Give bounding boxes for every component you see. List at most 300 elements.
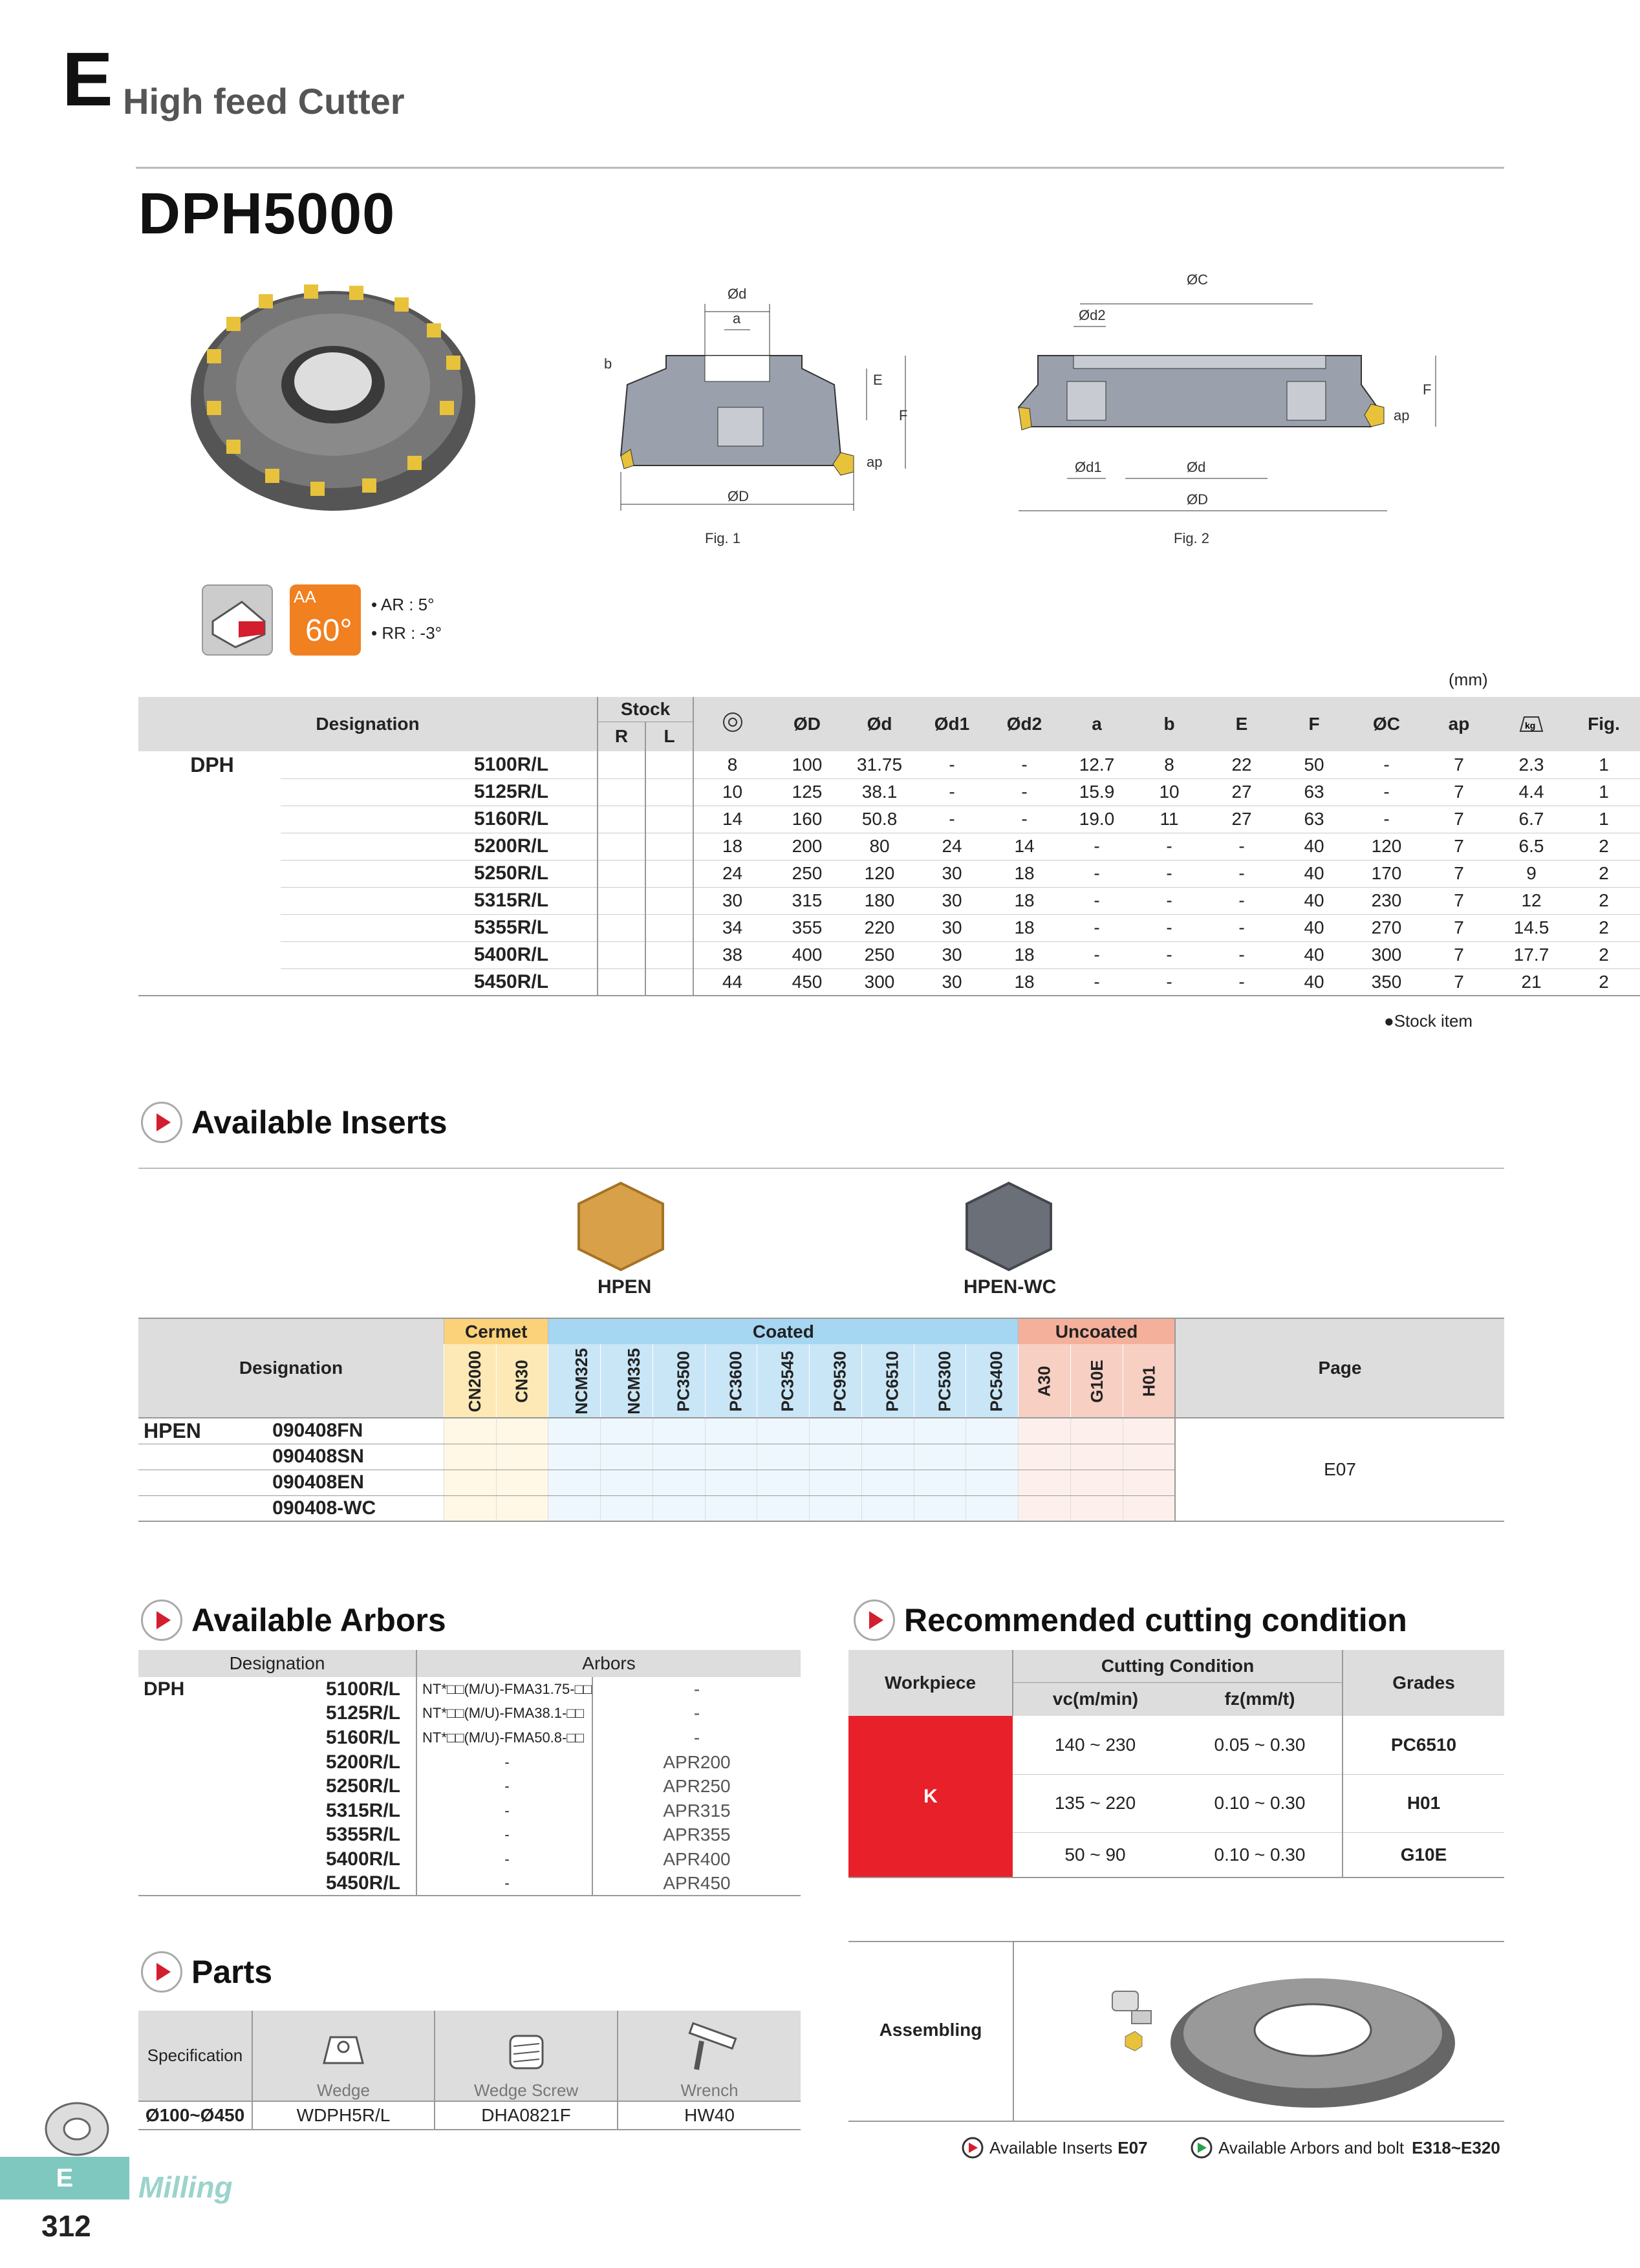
stock-cell	[810, 1495, 862, 1521]
stock-cell	[601, 1495, 653, 1521]
arbors-hdr-arbors: Arbors	[416, 1650, 801, 1677]
value-cell: 40	[1278, 860, 1350, 887]
stock-cell	[548, 1444, 601, 1470]
grade-header	[444, 1344, 496, 1418]
unit-label: (mm)	[1449, 670, 1488, 689]
value-cell: -	[1133, 833, 1205, 860]
value-cell: 7	[1423, 968, 1495, 996]
value-cell: 100	[771, 751, 843, 778]
stock-cell	[548, 1418, 601, 1444]
grade-name: CN30	[512, 1359, 532, 1403]
stock-cell	[810, 1418, 862, 1444]
value-cell: 7	[1423, 833, 1495, 860]
model-title: DPH5000	[138, 182, 396, 246]
value-cell: 30	[916, 914, 988, 941]
arrow-red-icon	[961, 2136, 984, 2159]
material-k: K	[848, 1716, 1013, 1878]
fig2-d2-label: Ød2	[1079, 307, 1106, 323]
value-cell: 30	[916, 860, 988, 887]
wrench-label: Wrench	[680, 2081, 739, 2100]
arbors-hdr-designation: Designation	[229, 1653, 325, 1673]
table-row	[138, 1726, 801, 1750]
grade-row3: G10E	[1343, 1832, 1504, 1878]
header-divider	[136, 167, 1504, 169]
assembling-label: Assembling	[879, 2020, 982, 2040]
stock-cell	[645, 806, 693, 833]
aa-label: AA	[294, 587, 316, 606]
value-cell: -	[1133, 914, 1205, 941]
approach-angle-badge	[290, 584, 361, 656]
value-cell: -	[916, 751, 988, 778]
grade-header	[548, 1344, 601, 1418]
cutting-table	[848, 1650, 1504, 1878]
play-icon	[854, 1599, 895, 1641]
table-row	[138, 860, 1640, 887]
value-cell: 9	[1495, 860, 1568, 887]
rr-text: • RR : -3°	[371, 623, 442, 643]
stock-cell	[645, 751, 693, 778]
fig1-ap-label: ap	[867, 454, 883, 470]
value-cell: 4.4	[1495, 778, 1568, 806]
grade-header	[810, 1344, 862, 1418]
designation-cell: 5125R/L	[281, 778, 598, 806]
value-cell: -	[988, 778, 1061, 806]
value-cell: 1	[1568, 806, 1640, 833]
value-cell: 22	[1205, 751, 1278, 778]
group-cell	[138, 1823, 222, 1848]
value-cell: 18	[988, 941, 1061, 968]
value-cell: -	[1205, 833, 1278, 860]
stock-cell	[601, 1418, 653, 1444]
hpen-wc-insert-image	[957, 1178, 1061, 1275]
table-row	[138, 1418, 1504, 1444]
value-cell: -	[916, 806, 988, 833]
table-row	[138, 887, 1640, 914]
wedge-cell	[252, 2011, 435, 2101]
stock-cell	[861, 1418, 914, 1444]
workpiece-header: Workpiece	[848, 1650, 1013, 1716]
fig1-f-label: F	[899, 407, 908, 423]
value-cell: -	[1061, 968, 1133, 996]
stock-cell	[548, 1495, 601, 1521]
stock-cell	[1123, 1495, 1175, 1521]
stock-cell	[1070, 1444, 1123, 1470]
arbor-nt-cell: -	[416, 1799, 592, 1823]
stock-cell	[914, 1418, 966, 1444]
arbor-apr-cell: APR315	[592, 1799, 801, 1823]
stock-cell	[598, 914, 645, 941]
group-cell	[138, 887, 281, 914]
grade-header	[861, 1344, 914, 1418]
value-cell: -	[1061, 914, 1133, 941]
value-cell: 63	[1278, 778, 1350, 806]
value-cell: 18	[988, 968, 1061, 996]
stock-cell	[444, 1418, 496, 1444]
stock-cell	[861, 1495, 914, 1521]
value-cell: 15.9	[1061, 778, 1133, 806]
table-row	[138, 806, 1640, 833]
cutter-thumbnail-icon	[41, 2093, 113, 2158]
stock-cell	[966, 1444, 1019, 1470]
value-cell: 350	[1350, 968, 1423, 996]
group-cell	[138, 1470, 217, 1495]
play-icon	[141, 1599, 182, 1641]
group-cell	[138, 1702, 222, 1726]
value-cell: 315	[771, 887, 843, 914]
fig1-D-label: ØD	[728, 488, 749, 504]
grade-header	[1123, 1344, 1175, 1418]
stock-cell	[598, 887, 645, 914]
stock-cell	[645, 833, 693, 860]
arbor-apr-cell: APR355	[592, 1823, 801, 1848]
stock-cell	[966, 1418, 1019, 1444]
stock-cell	[914, 1444, 966, 1470]
hdr-teeth-icon	[693, 697, 771, 751]
value-cell: 7	[1423, 887, 1495, 914]
value-cell: 7	[1423, 860, 1495, 887]
arbor-nt-cell: -	[416, 1847, 592, 1872]
grade-name: A30	[1034, 1365, 1054, 1396]
designation-cell: 5160R/L	[281, 806, 598, 833]
hdr-weight-icon	[1495, 697, 1568, 751]
category-label: Milling	[138, 2170, 233, 2204]
designation-cell: 5250R/L	[281, 860, 598, 887]
svg-text:kg: kg	[1525, 720, 1536, 731]
stock-cell	[496, 1444, 548, 1470]
value-cell: -	[1205, 914, 1278, 941]
designation-cell: 5315R/L	[281, 887, 598, 914]
value-cell: 7	[1423, 914, 1495, 941]
inserts-link-label: Available Inserts	[989, 2137, 1113, 2157]
value-cell: 120	[843, 860, 916, 887]
stock-cell	[1123, 1444, 1175, 1470]
value-cell: -	[1205, 941, 1278, 968]
hdr-fig: Fig.	[1568, 697, 1640, 751]
stock-cell	[757, 1495, 810, 1521]
hdr-F: F	[1278, 697, 1350, 751]
hdr-stock: Stock	[598, 697, 693, 722]
stock-cell	[645, 860, 693, 887]
table-row	[138, 1872, 801, 1896]
stock-cell	[914, 1470, 966, 1495]
hdr-R: R	[598, 722, 645, 751]
vc-row2: 135 ~ 220	[1013, 1774, 1178, 1832]
stock-cell	[653, 1495, 705, 1521]
grade-header	[601, 1344, 653, 1418]
fig1-a-label: a	[733, 310, 741, 326]
value-cell: 31.75	[843, 751, 916, 778]
hdr-d1: Ød1	[916, 697, 988, 751]
stock-cell	[598, 833, 645, 860]
designation-cell: 5250R/L	[325, 1775, 400, 1797]
stock-cell	[810, 1470, 862, 1495]
value-cell: 400	[771, 941, 843, 968]
table-row	[138, 833, 1640, 860]
value-cell: 2	[1568, 833, 1640, 860]
table-row	[138, 1847, 801, 1872]
stock-cell	[705, 1418, 757, 1444]
cutting-section-heading: Recommended cutting condition	[854, 1599, 1407, 1641]
value-cell: 7	[1423, 751, 1495, 778]
value-cell: -	[1133, 941, 1205, 968]
stock-cell	[601, 1444, 653, 1470]
group-cell	[138, 1847, 222, 1872]
designation-cell: 5200R/L	[325, 1751, 400, 1773]
value-cell: 1	[1568, 778, 1640, 806]
stock-cell	[598, 941, 645, 968]
value-cell: 63	[1278, 806, 1350, 833]
group-cell	[138, 1444, 217, 1470]
value-cell: 27	[1205, 778, 1278, 806]
grade-row1: PC6510	[1343, 1716, 1504, 1774]
designation-cell: 090408EN	[217, 1470, 444, 1495]
wedge-screw-label: Wedge Screw	[473, 2081, 579, 2100]
designation-cell: 5315R/L	[325, 1799, 400, 1821]
fz-row3: 0.10 ~ 0.30	[1214, 1844, 1306, 1865]
stock-cell	[598, 806, 645, 833]
table-row	[138, 941, 1640, 968]
designation-cell: 5160R/L	[325, 1726, 400, 1748]
grade-header	[1070, 1344, 1123, 1418]
value-cell: 27	[1205, 806, 1278, 833]
vc-header: vc(m/min)	[1052, 1689, 1139, 1709]
stock-cell	[645, 887, 693, 914]
parts-table	[138, 2011, 801, 2130]
designation-cell: 5200R/L	[281, 833, 598, 860]
fig2-d1-label: Ød1	[1075, 459, 1102, 475]
hdr-D: ØD	[771, 697, 843, 751]
value-cell: -	[1350, 751, 1423, 778]
stock-cell	[705, 1495, 757, 1521]
value-cell: -	[1133, 860, 1205, 887]
value-cell: 30	[693, 887, 771, 914]
condition-header: Cutting Condition	[1013, 1650, 1343, 1682]
grade-group-header: Cermet	[444, 1318, 548, 1344]
arbor-nt-cell: NT*□□(M/U)-FMA31.75-□□	[416, 1677, 592, 1702]
designation-cell: 090408SN	[217, 1444, 444, 1470]
group-cell	[138, 778, 281, 806]
ar-text: • AR : 5°	[371, 595, 435, 614]
table-row	[138, 914, 1640, 941]
stock-cell	[1070, 1470, 1123, 1495]
insert-shape-icon	[202, 584, 273, 656]
value-cell: 24	[693, 860, 771, 887]
stock-cell	[861, 1470, 914, 1495]
designation-cell: 5100R/L	[281, 751, 598, 778]
value-cell: -	[1205, 968, 1278, 996]
play-icon	[141, 1951, 182, 1993]
arbors-link-label: Available Arbors and bolt	[1218, 2137, 1405, 2157]
stock-cell	[598, 968, 645, 996]
value-cell: 30	[916, 968, 988, 996]
arbor-apr-cell: APR250	[592, 1774, 801, 1799]
value-cell: 14	[693, 806, 771, 833]
grade-header	[496, 1344, 548, 1418]
inserts-link-ref: E07	[1117, 2137, 1148, 2157]
cutter-image	[181, 272, 485, 517]
value-cell: 270	[1350, 914, 1423, 941]
fig1-caption: Fig. 1	[705, 530, 741, 546]
value-cell: 220	[843, 914, 916, 941]
grades-header: Grades	[1343, 1650, 1504, 1716]
arbor-apr-cell: -	[592, 1726, 801, 1750]
value-cell: 300	[1350, 941, 1423, 968]
stock-cell	[1070, 1418, 1123, 1444]
stock-cell	[1019, 1470, 1071, 1495]
group-cell	[138, 1872, 222, 1896]
value-cell: 30	[916, 941, 988, 968]
wedge-code: WDPH5R/L	[252, 2101, 435, 2130]
stock-cell	[653, 1470, 705, 1495]
hdr-a: a	[1061, 697, 1133, 751]
stock-cell	[861, 1444, 914, 1470]
value-cell: 24	[916, 833, 988, 860]
grade-name: PC5300	[934, 1351, 955, 1411]
value-cell: 19.0	[1061, 806, 1133, 833]
hdr-C: ØC	[1350, 697, 1423, 751]
grade-name: CN2000	[465, 1350, 485, 1412]
value-cell: -	[1061, 941, 1133, 968]
fig1-b-label: b	[604, 356, 612, 372]
fig2-f-label: F	[1423, 381, 1432, 398]
designation-cell: 090408-WC	[217, 1495, 444, 1521]
value-cell: 170	[1350, 860, 1423, 887]
designation-cell: 5355R/L	[325, 1824, 400, 1846]
value-cell: 7	[1423, 941, 1495, 968]
table-row	[138, 1750, 801, 1775]
hpen-caption: HPEN	[598, 1276, 652, 1298]
grade-header	[966, 1344, 1019, 1418]
wedge-icon	[311, 2024, 376, 2076]
hpen-insert-image	[569, 1178, 673, 1275]
stock-cell	[653, 1444, 705, 1470]
value-cell: 40	[1278, 941, 1350, 968]
fz-header: fz(mm/t)	[1224, 1689, 1295, 1709]
grade-name: PC3545	[777, 1351, 797, 1411]
section-tab[interactable]: E	[0, 2157, 129, 2199]
table-row	[138, 1774, 801, 1799]
fz-row2: 0.10 ~ 0.30	[1178, 1774, 1343, 1832]
value-cell: 230	[1350, 887, 1423, 914]
group-cell	[138, 968, 281, 996]
value-cell: 14.5	[1495, 914, 1568, 941]
wrench-icon	[671, 2024, 748, 2076]
value-cell: -	[1061, 833, 1133, 860]
value-cell: 2	[1568, 968, 1640, 996]
parts-section-heading: Parts	[141, 1951, 272, 1993]
figure-1-drawing	[595, 272, 931, 556]
fig2-caption: Fig. 2	[1174, 530, 1210, 546]
value-cell: 17.7	[1495, 941, 1568, 968]
inserts-link[interactable]	[961, 2136, 1148, 2159]
assembling-top-rule	[848, 1941, 1504, 1942]
designation-cell: 5400R/L	[281, 941, 598, 968]
stock-cell	[1123, 1470, 1175, 1495]
value-cell: 200	[771, 833, 843, 860]
stock-cell	[496, 1495, 548, 1521]
grade-name: NCM325	[572, 1347, 592, 1415]
value-cell: 18	[988, 887, 1061, 914]
value-cell: -	[988, 806, 1061, 833]
stock-cell	[645, 968, 693, 996]
table-row	[138, 751, 1640, 778]
value-cell: 7	[1423, 806, 1495, 833]
value-cell: 30	[916, 887, 988, 914]
assembling-divider	[1013, 1941, 1014, 2122]
wrench-cell	[618, 2011, 801, 2101]
stock-legend: ●Stock item	[1384, 1011, 1473, 1031]
value-cell: 250	[771, 860, 843, 887]
grade-header	[757, 1344, 810, 1418]
stock-cell	[645, 778, 693, 806]
designation-cell: 090408FN	[217, 1418, 444, 1444]
stock-cell	[598, 778, 645, 806]
stock-cell	[1019, 1418, 1071, 1444]
arbor-nt-cell: NT*□□(M/U)-FMA38.1-□□	[416, 1702, 592, 1726]
inserts-section-heading: Available Inserts	[141, 1102, 448, 1143]
arbors-link[interactable]	[1190, 2136, 1500, 2159]
grade-header	[1019, 1344, 1071, 1418]
chapter-title: High feed Cutter	[123, 81, 405, 122]
value-cell: 6.7	[1495, 806, 1568, 833]
group-cell	[138, 833, 281, 860]
fig2-d-label: Ød	[1187, 459, 1206, 475]
grade-name: PC3600	[726, 1351, 746, 1411]
grade-name: PC6510	[882, 1351, 902, 1411]
value-cell: -	[1061, 887, 1133, 914]
value-cell: 34	[693, 914, 771, 941]
stock-cell	[1019, 1495, 1071, 1521]
stock-cell	[653, 1418, 705, 1444]
hdr-d2: Ød2	[988, 697, 1061, 751]
fig2-D-label: ØD	[1187, 491, 1208, 508]
stock-cell	[757, 1444, 810, 1470]
value-cell: 125	[771, 778, 843, 806]
group-cell	[138, 1799, 222, 1823]
value-cell: 50	[1278, 751, 1350, 778]
group-cell	[138, 914, 281, 941]
stock-cell	[645, 914, 693, 941]
value-cell: 300	[843, 968, 916, 996]
value-cell: 50.8	[843, 806, 916, 833]
value-cell: 80	[843, 833, 916, 860]
arrow-green-icon	[1190, 2136, 1213, 2159]
value-cell: -	[1205, 887, 1278, 914]
fz-row1: 0.05 ~ 0.30	[1178, 1716, 1343, 1774]
stock-cell	[645, 941, 693, 968]
designation-cell: 5450R/L	[281, 968, 598, 996]
arbors-section-heading: Available Arbors	[141, 1599, 446, 1641]
value-cell: 450	[771, 968, 843, 996]
table-row	[138, 968, 1640, 996]
value-cell: 355	[771, 914, 843, 941]
stock-cell	[705, 1444, 757, 1470]
value-cell: 6.5	[1495, 833, 1568, 860]
hdr-designation: Designation	[138, 697, 598, 751]
value-cell: 8	[693, 751, 771, 778]
grade-group-header: Coated	[548, 1318, 1019, 1344]
designation-cell: 5450R/L	[222, 1872, 416, 1896]
group-cell	[138, 860, 281, 887]
group-cell	[138, 1774, 222, 1799]
stock-cell	[548, 1470, 601, 1495]
value-cell: 160	[771, 806, 843, 833]
grade-name: PC9530	[830, 1351, 850, 1411]
table-row	[138, 1799, 801, 1823]
arbor-nt-cell: -	[416, 1872, 592, 1896]
value-cell: -	[1133, 968, 1205, 996]
grade-group-header: Uncoated	[1019, 1318, 1175, 1344]
